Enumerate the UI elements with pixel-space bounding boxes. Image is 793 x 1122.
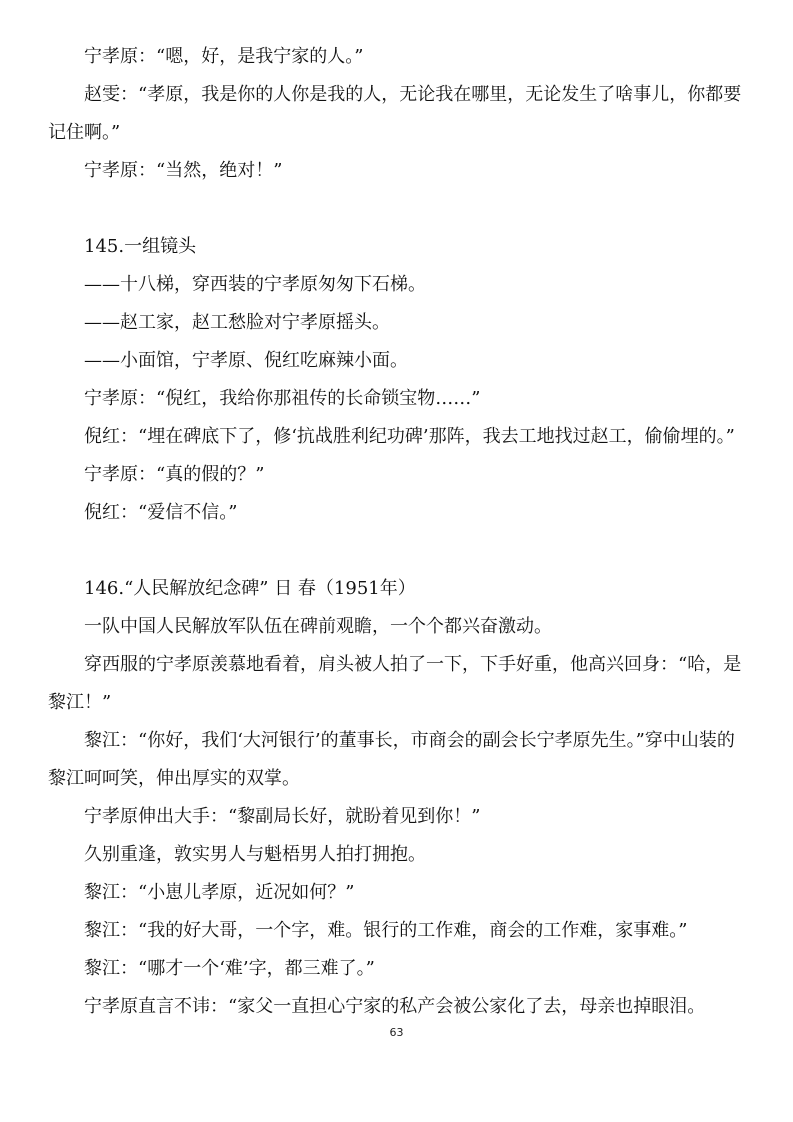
document-body <box>48 38 748 1026</box>
dialogue-line: 宁孝原直言不讳：“家父一直担心宁家的私产会被公家化了去，母亲也掉眼泪。 <box>84 996 706 1017</box>
dialogue-line: 黎江：“你好，我们‘大河银行’的董事长，市商会的副会长宁孝原先生。”穿中山装的黎江呵呵笑，伸出厚实的双掌。 <box>48 730 735 789</box>
dialogue-line: 宁孝原：“当然，绝对！” <box>84 160 283 181</box>
dialogue-line: 黎江：“小崽儿孝原，近况如何？” <box>84 882 355 903</box>
scene-heading: 146.“人民解放纪念碑” 日 春（1951年） <box>84 578 416 599</box>
dialogue-line: 宁孝原伸出大手：“黎副局长好，就盼着见到你！” <box>84 806 481 827</box>
scene-heading: 145.一组镜头 <box>84 236 197 257</box>
paragraph-gap <box>48 532 748 570</box>
scene-line: 一队中国人民解放军队伍在碑前观瞻，一个个都兴奋激动。 <box>84 616 552 637</box>
scene-line: ——小面馆，宁孝原、倪红吃麻辣小面。 <box>84 350 408 371</box>
dialogue-line: 宁孝原：“嗯，好，是我宁家的人。” <box>84 46 364 67</box>
dialogue-line: 黎江：“我的好大哥，一个字，难。银行的工作难，商会的工作难，家事难。” <box>84 920 688 941</box>
dialogue-line: 黎江：“哪才一个‘难’字，都三难了。” <box>84 958 375 979</box>
dialogue-line: 宁孝原：“倪红，我给你那祖传的长命锁宝物……” <box>84 388 481 409</box>
dialogue-line: 倪红：“爱信不信。” <box>84 502 238 523</box>
scene-line: ——赵工家，赵工愁脸对宁孝原摇头。 <box>84 312 390 333</box>
page-number: 63 <box>389 1026 404 1039</box>
paragraph-gap <box>48 190 748 228</box>
dialogue-line: 宁孝原：“真的假的？” <box>84 464 265 485</box>
scene-line: ——十八梯，穿西装的宁孝原匆匆下石梯。 <box>84 274 426 295</box>
dialogue-line: 赵雯：“孝原，我是你的人你是我的人，无论我在哪里，无论发生了啥事儿，你都要记住啊。” <box>48 84 742 143</box>
scene-line: 穿西服的宁孝原羡慕地看着，肩头被人拍了一下，下手好重，他高兴回身：“哈，是黎江！” <box>48 654 742 713</box>
dialogue-line: 倪红：“埋在碑底下了，修‘抗战胜利纪功碑’那阵，我去工地找过赵工，偷偷埋的。” <box>84 426 735 447</box>
scene-line: 久别重逢，敦实男人与魁梧男人拍打拥抱。 <box>84 844 426 865</box>
